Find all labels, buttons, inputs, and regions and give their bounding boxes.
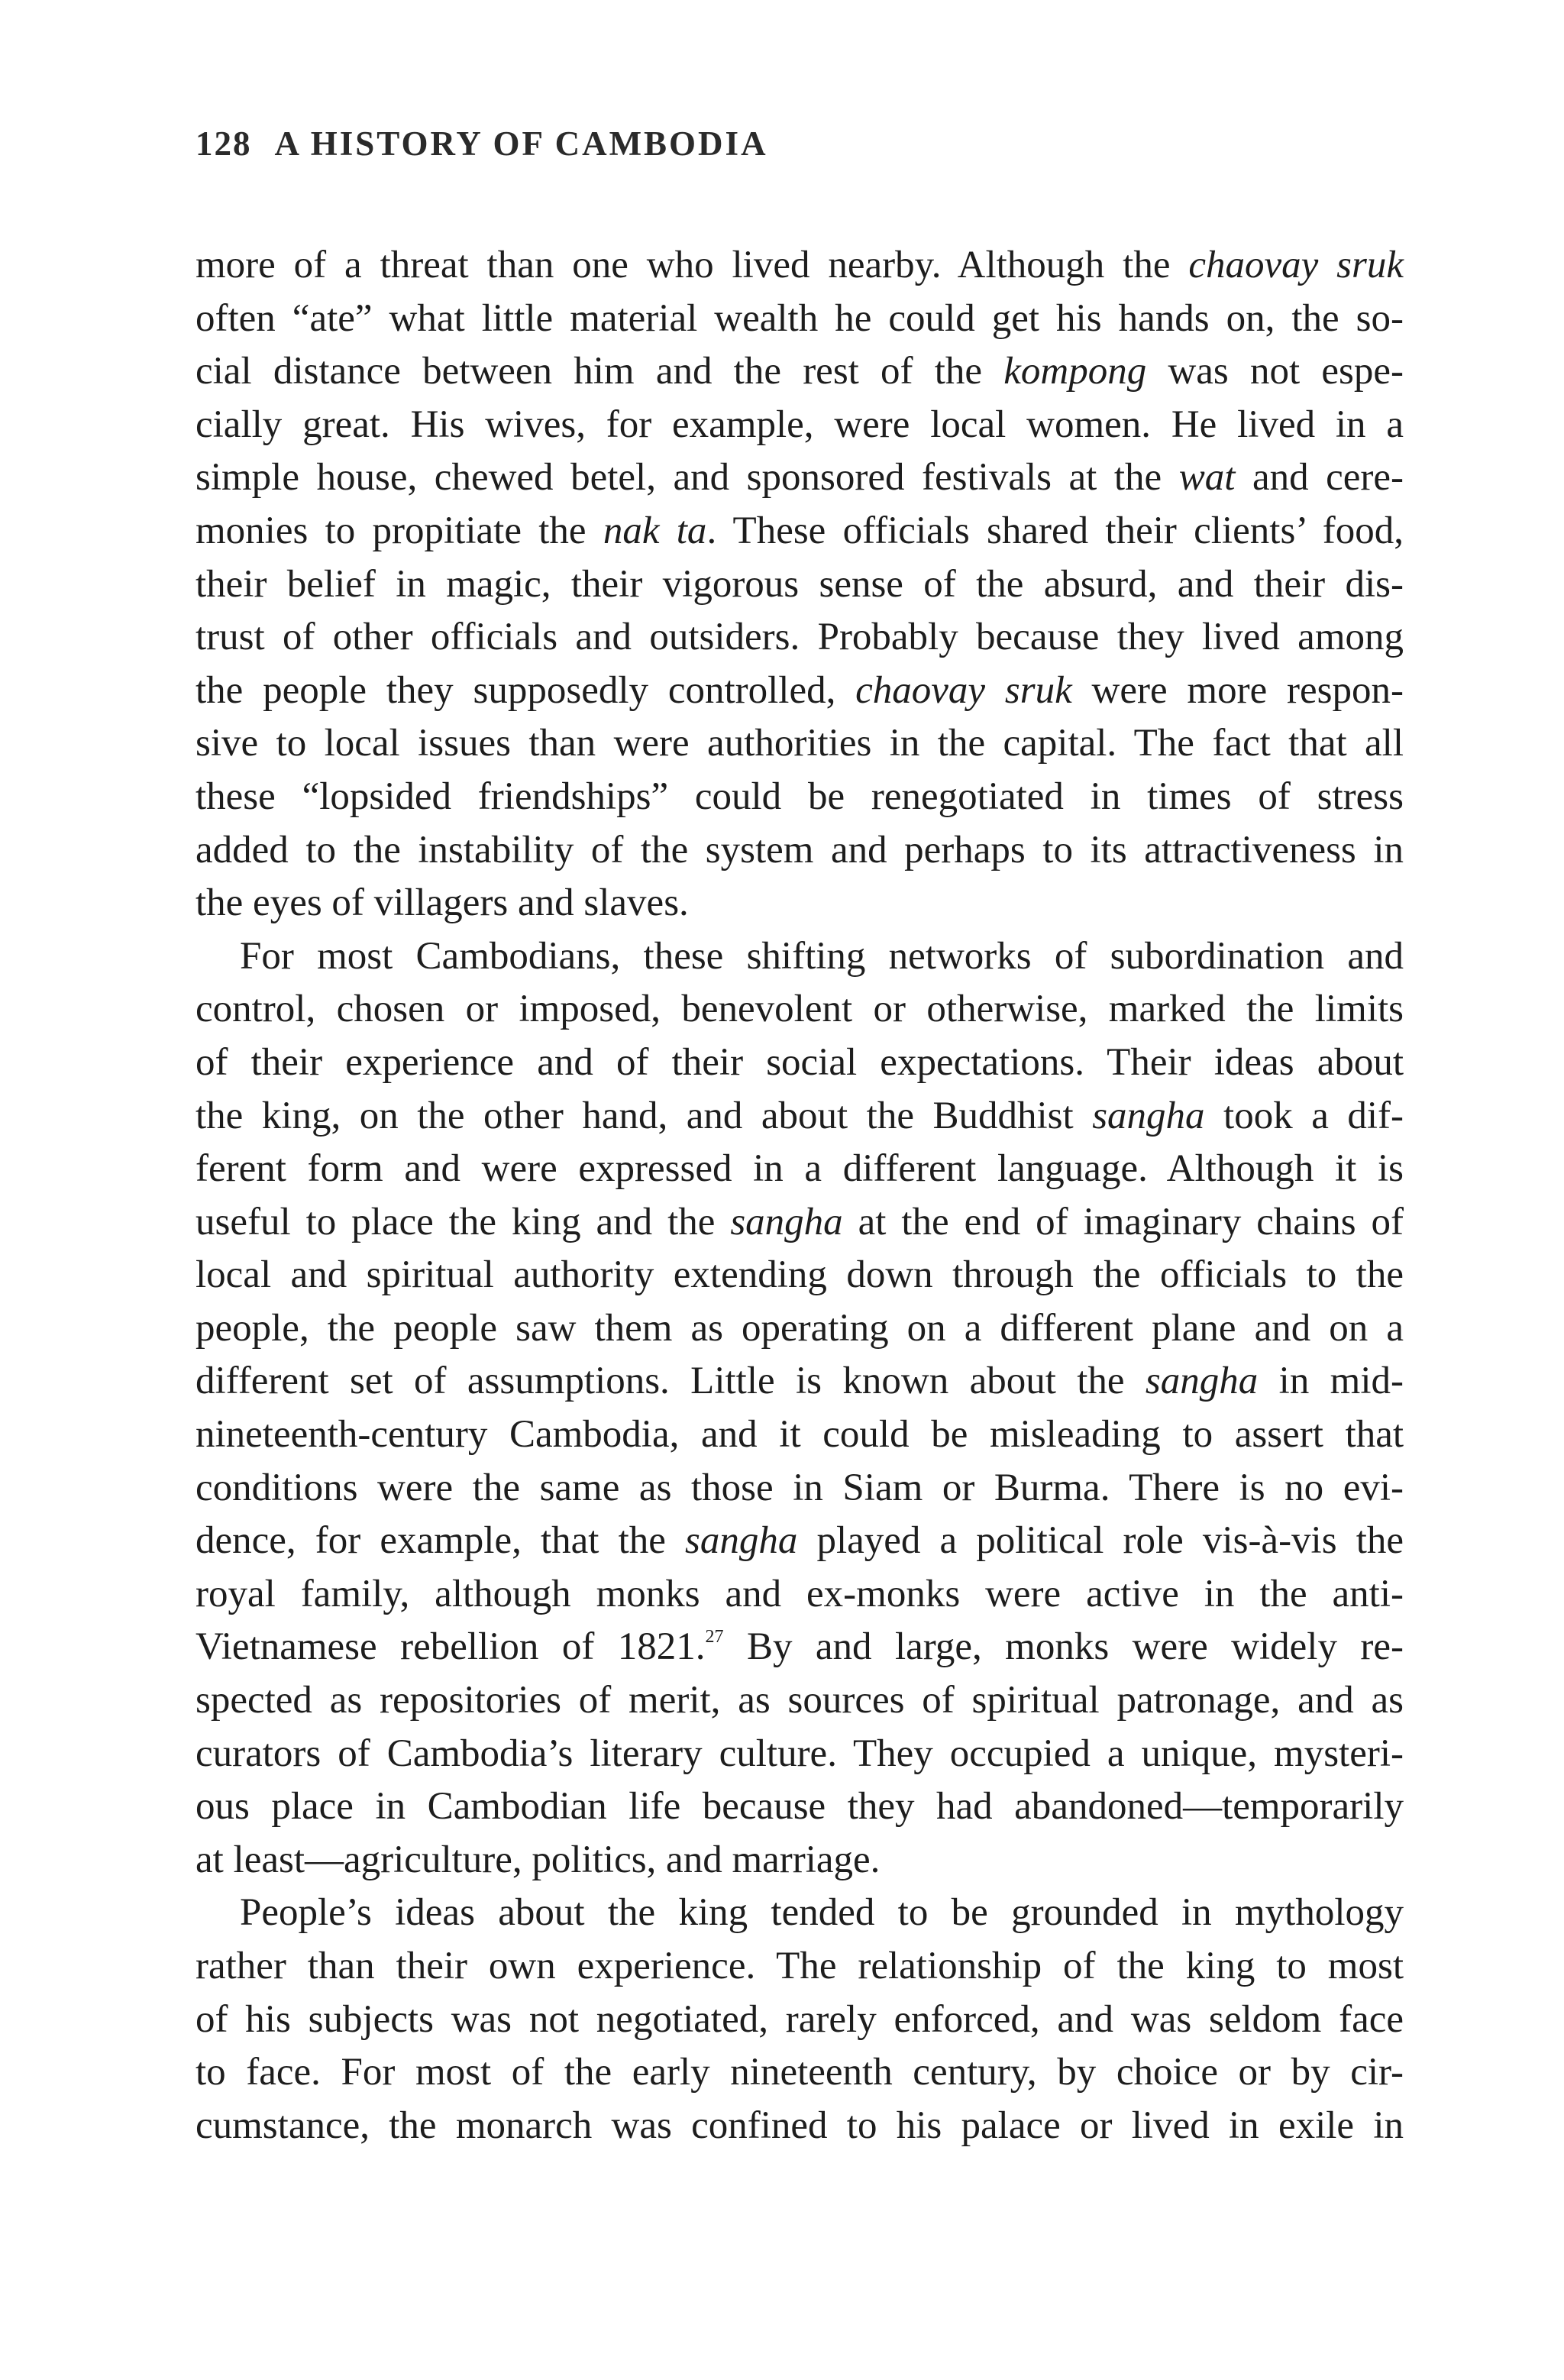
text-line: royal family, although monks and ex-monks were active in the anti- [196,1572,1404,1615]
text-line: these “lopsided friendships” could be renegotiated in times of stress [196,774,1404,818]
text-line: simple house, chewed betel, and sponsored festivals at the wat and cere- [196,456,1404,500]
text-line: the eyes of villagers and slaves. [196,881,689,925]
text-line: monies to propitiate the nak ta. These officials shared their clients’ food, [196,509,1404,552]
body-text [196,239,1404,2152]
text-line: ous place in Cambodian life because they had abandoned—temporarily [196,1785,1404,1829]
text-line: conditions were the same as those in Siam or Burma. There is no evi- [196,1466,1404,1509]
text-line: often “ate” what little material wealth he could get his hands on, the so- [196,296,1404,340]
text-line: of his subjects was not negotiated, rarely enforced, and was seldom face [196,1997,1404,2041]
text-line: spected as repositories of merit, as sources of spiritual patronage, and as [196,1679,1404,1722]
text-line: more of a threat than one who lived nearby. Although the chaovay sruk [196,244,1404,286]
paragraph-2 [196,930,1404,1887]
text-line: control, chosen or imposed, benevolent or otherwise, marked the limits [196,988,1404,1031]
text-line: added to the instability of the system and perhaps to its attractiveness in [196,828,1404,871]
text-line: For most Cambodians, these shifting networks of subordination and [240,934,1404,978]
text-line: rather than their own experience. The relationship of the king to most [196,1945,1404,1987]
italic-term: nak ta [603,509,707,552]
running-head [196,124,1402,163]
text-line: People’s ideas about the king tended to be grounded in mythology [240,1891,1404,1935]
paragraph-3 [196,1887,1404,2152]
italic-term: chaovay sruk [1188,244,1404,286]
text-line: curators of Cambodia’s literary culture. They occupied a unique, mysteri- [196,1732,1404,1775]
italic-term: sangha [730,1200,843,1243]
text-line: local and spiritual authority extending down through the officials to the [196,1253,1404,1297]
footnote-marker[interactable]: 27 [705,1627,724,1648]
italic-term: chaovay sruk [855,668,1072,712]
text-line: cumstance, the monarch was confined to his palace or lived in exile in [196,2104,1404,2147]
text-line: dence, for example, that the sangha played a political role vis-à-vis the [196,1519,1404,1563]
text-line: the people they supposedly controlled, chaovay sruk were more respon- [196,668,1404,712]
text-line: ferent form and were expressed in a different language. Although it is [196,1147,1404,1191]
italic-term: sangha [1092,1094,1205,1137]
text-line: Vietnamese rebellion of 1821.27 By and large, monks were widely re- [196,1625,1404,1669]
italic-term: kompong [1003,350,1147,393]
italic-term: sangha [1145,1360,1259,1403]
text-line: cially great. His wives, for example, were local women. He lived in a [196,403,1404,446]
text-line: to face. For most of the early nineteenth century, by choice or by cir- [196,2051,1404,2094]
text-line: nineteenth-century Cambodia, and it could be misleading to assert that [196,1413,1404,1457]
text-line: their belief in magic, their vigorous sense of the absurd, and their dis- [196,562,1404,606]
italic-term: sangha [685,1519,798,1563]
text-line: trust of other officials and outsiders. Probably because they lived among [196,616,1404,659]
italic-term: wat [1178,456,1236,500]
page-number: 128 [196,124,252,163]
text-line: at least—agriculture, politics, and marriage. [196,1838,881,1881]
paragraph-1 [196,239,1404,930]
text-line: people, the people saw them as operating on a different plane and on a [196,1306,1404,1350]
text-line: useful to place the king and the sangha at the end of imaginary chains of [196,1200,1404,1243]
text-line: of their experience and of their social expectations. Their ideas about [196,1040,1404,1084]
text-line: sive to local issues than were authorities in the capital. The fact that all [196,722,1404,765]
text-line: the king, on the other hand, and about the Buddhist sangha took a dif- [196,1094,1404,1137]
text-line: different set of assumptions. Little is known about the sangha in mid- [196,1360,1404,1403]
running-title: A HISTORY OF CAMBODIA [274,124,768,163]
text-line: cial distance between him and the rest of the kompong was not espe- [196,350,1404,393]
